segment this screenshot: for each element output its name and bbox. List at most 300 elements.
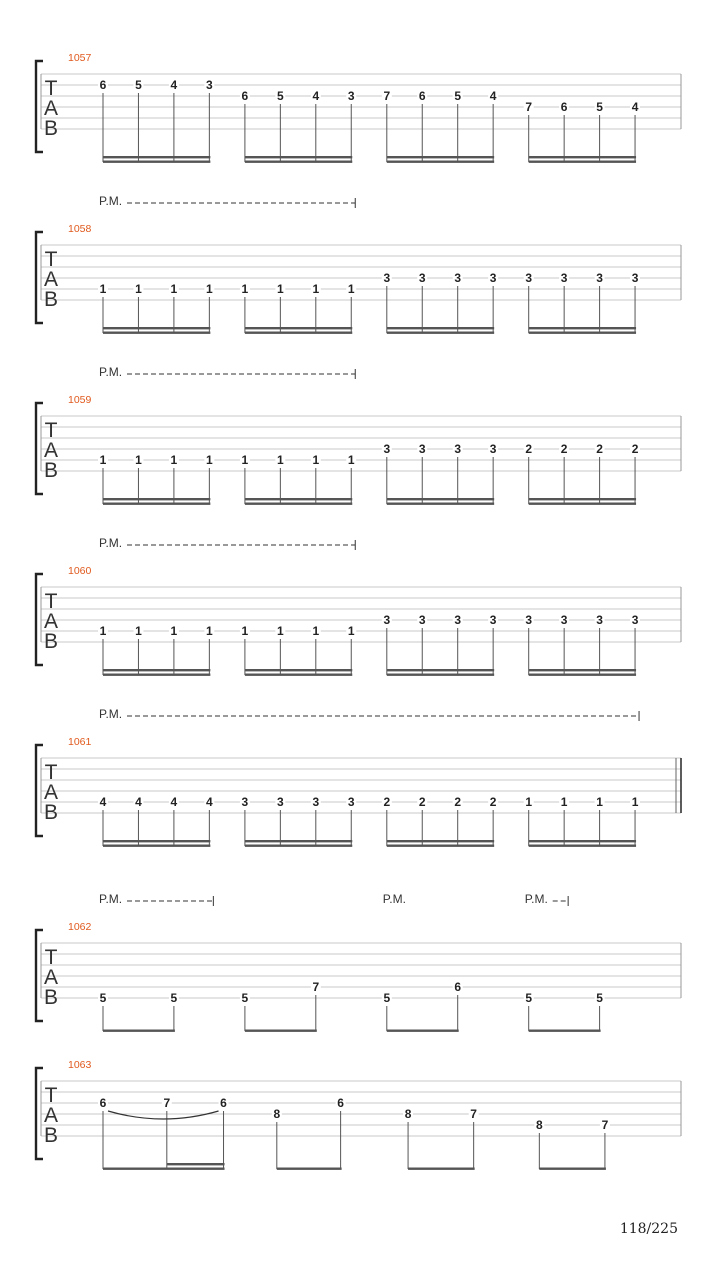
- beam-primary: [529, 498, 636, 500]
- tab-note: [272, 1107, 282, 1169]
- fret-number: 1: [277, 282, 284, 296]
- beam-secondary: [387, 503, 494, 505]
- tab-note: [204, 624, 214, 675]
- fret-number: 2: [596, 442, 603, 456]
- tab-note: [453, 442, 463, 504]
- fret-number: 3: [241, 795, 249, 809]
- fret-number: 1: [170, 453, 178, 467]
- beam-primary: [529, 156, 636, 158]
- fret-number: 3: [489, 442, 497, 456]
- tab-note: [133, 78, 143, 162]
- fret-number: 3: [631, 271, 639, 285]
- palm-mute-label: P.M.: [99, 892, 123, 906]
- fret-number: 5: [241, 991, 249, 1005]
- tab-clef-letter: A: [43, 97, 59, 120]
- fret-number: 1: [241, 453, 249, 467]
- tab-note: [382, 442, 392, 504]
- tab-note: [559, 613, 569, 675]
- fret-number: 4: [312, 89, 320, 103]
- fret-number: 1: [99, 453, 107, 467]
- fret-number: 5: [277, 89, 284, 103]
- fret-number: 3: [631, 613, 639, 627]
- tab-clef-letter: T: [44, 761, 58, 784]
- palm-mute-label: P.M.: [99, 707, 123, 721]
- beam-primary: [103, 156, 210, 158]
- beam-primary: [529, 1030, 601, 1032]
- fret-number: 1: [596, 795, 603, 809]
- tab-clef-letter: B: [43, 1124, 59, 1147]
- fret-number: 3: [206, 78, 213, 92]
- fret-number: 1: [170, 282, 178, 296]
- fret-number: 5: [596, 100, 603, 114]
- fret-number: 1: [560, 795, 568, 809]
- beam-secondary: [387, 674, 494, 676]
- tab-system: [36, 892, 681, 1032]
- tab-note: [240, 991, 250, 1031]
- beam-primary: [245, 156, 352, 158]
- tab-clef-letter: A: [43, 1104, 59, 1127]
- tab-note: [453, 89, 463, 162]
- tab-note: [169, 282, 179, 333]
- fret-number: 6: [560, 100, 568, 114]
- fret-number: 3: [454, 613, 462, 627]
- fret-number: 6: [99, 1096, 107, 1110]
- tab-note: [595, 100, 605, 162]
- palm-mute-marker: [99, 194, 355, 208]
- fret-number: 7: [163, 1096, 171, 1110]
- fret-number: 8: [404, 1107, 412, 1121]
- measure-number: 1059: [68, 394, 92, 406]
- fret-number: 3: [560, 613, 568, 627]
- tab-note: [453, 980, 463, 1031]
- measure-number: 1061: [68, 736, 92, 748]
- tab-note: [133, 795, 143, 846]
- fret-number: 6: [241, 89, 249, 103]
- tab-note: [382, 271, 392, 333]
- tab-clef-letter: A: [43, 439, 59, 462]
- fret-number: 1: [277, 453, 284, 467]
- tab-system: [36, 1059, 681, 1170]
- tab-note: [311, 624, 321, 675]
- beam-secondary: [245, 845, 352, 847]
- fret-number: 1: [135, 624, 142, 638]
- tab-note: [346, 89, 356, 162]
- fret-number: 6: [418, 89, 426, 103]
- fret-number: 1: [312, 624, 320, 638]
- fret-number: 4: [206, 795, 213, 809]
- beam-secondary: [529, 503, 636, 505]
- palm-mute-marker: [99, 707, 639, 721]
- tab-note: [204, 453, 214, 504]
- tab-note: [453, 613, 463, 675]
- beam-primary: [387, 669, 494, 671]
- tab-note: [595, 991, 605, 1031]
- tab-note: [204, 795, 214, 846]
- tab-note: [240, 795, 250, 846]
- tab-note: [240, 624, 250, 675]
- fret-number: 1: [206, 624, 213, 638]
- tab-note: [98, 453, 108, 504]
- tab-note: [346, 624, 356, 675]
- tab-note: [453, 795, 463, 846]
- tab-note: [382, 795, 392, 846]
- tab-note: [559, 271, 569, 333]
- tab-note: [559, 100, 569, 162]
- beam-primary: [529, 669, 636, 671]
- tab-note: [534, 1118, 544, 1169]
- tab-note: [169, 991, 179, 1031]
- beam-primary: [408, 1168, 475, 1170]
- tab-note: [346, 795, 356, 846]
- fret-number: 1: [99, 624, 107, 638]
- tab-note: [275, 453, 285, 504]
- fret-number: 1: [631, 795, 639, 809]
- tab-note: [469, 1107, 479, 1169]
- tab-note: [346, 282, 356, 333]
- beam-primary: [277, 1168, 342, 1170]
- beam-group: [103, 840, 636, 847]
- fret-number: 5: [596, 991, 603, 1005]
- fret-number: 1: [170, 624, 178, 638]
- beam-group: [103, 1111, 606, 1170]
- tab-system: [36, 536, 681, 676]
- tab-clef-letter: T: [44, 419, 58, 442]
- fret-number: 6: [99, 78, 107, 92]
- tab-note: [133, 282, 143, 333]
- tab-note: [311, 89, 321, 162]
- palm-mute-marker: [99, 536, 355, 550]
- fret-number: 7: [470, 1107, 477, 1121]
- tab-note: [162, 1096, 172, 1169]
- fret-number: 1: [135, 282, 142, 296]
- fret-number: 4: [489, 89, 497, 103]
- tab-note: [204, 282, 214, 333]
- beam-primary: [103, 498, 210, 500]
- fret-number: 3: [418, 271, 426, 285]
- beam-primary: [245, 669, 352, 671]
- fret-number: 4: [631, 100, 639, 114]
- tab-note: [98, 795, 108, 846]
- fret-number: 3: [418, 442, 426, 456]
- fret-number: 2: [631, 442, 639, 456]
- beam-group: [103, 498, 636, 505]
- fret-number: 3: [560, 271, 568, 285]
- tab-system: [36, 194, 681, 334]
- fret-number: 6: [454, 980, 462, 994]
- tab-system: [36, 365, 681, 505]
- tab-note: [240, 453, 250, 504]
- tab-clef-letter: A: [43, 268, 59, 291]
- fret-number: 5: [525, 991, 533, 1005]
- beam-group: [103, 327, 636, 334]
- beam-secondary: [245, 332, 352, 334]
- tab-note: [382, 89, 392, 162]
- tab-note: [524, 100, 534, 162]
- fret-number: 2: [418, 795, 426, 809]
- fret-number: 8: [535, 1118, 543, 1132]
- beam-secondary: [103, 503, 210, 505]
- measure-number: 1058: [68, 223, 92, 235]
- fret-number: 7: [525, 100, 533, 114]
- measure-number: 1060: [68, 565, 92, 577]
- tab-clef-letter: B: [43, 117, 59, 140]
- beam-secondary: [387, 845, 494, 847]
- beam-secondary: [103, 332, 210, 334]
- tab-note: [559, 442, 569, 504]
- beam-primary: [529, 327, 636, 329]
- beam-secondary: [103, 845, 210, 847]
- fret-number: 5: [99, 991, 107, 1005]
- tab-note: [524, 795, 534, 846]
- palm-mute-label: P.M.: [99, 536, 123, 550]
- beam-primary: [387, 840, 494, 842]
- tab-clef-letter: B: [43, 986, 59, 1009]
- tab-note: [311, 282, 321, 333]
- tab-note: [417, 795, 427, 846]
- tab-note: [559, 795, 569, 846]
- fret-number: 8: [273, 1107, 281, 1121]
- fret-number: 1: [241, 624, 249, 638]
- beam-primary: [103, 669, 210, 671]
- tab-note: [98, 1096, 108, 1169]
- fret-number: 7: [312, 980, 320, 994]
- fret-number: 1: [347, 453, 355, 467]
- tab-note: [488, 613, 498, 675]
- tab-clef-letter: B: [43, 801, 59, 824]
- tab-clef-letter: B: [43, 459, 59, 482]
- fret-number: 1: [525, 795, 533, 809]
- beam-primary: [245, 1030, 317, 1032]
- tab-note: [600, 1118, 610, 1169]
- fret-number: 3: [347, 89, 355, 103]
- fret-number: 3: [383, 271, 391, 285]
- tab-note: [595, 795, 605, 846]
- measure-number: 1063: [68, 1059, 92, 1071]
- fret-number: 6: [220, 1096, 227, 1110]
- tab-note: [275, 282, 285, 333]
- tab-note: [204, 78, 214, 162]
- tab-note: [169, 795, 179, 846]
- palm-mute-label: P.M.: [382, 892, 406, 906]
- slur-arc: [108, 1111, 219, 1119]
- fret-number: 2: [560, 442, 568, 456]
- tab-note: [219, 1096, 229, 1169]
- tab-note: [382, 613, 392, 675]
- beam-primary: [103, 840, 210, 842]
- tab-note: [524, 991, 534, 1031]
- tab-note: [595, 442, 605, 504]
- tab-note: [169, 453, 179, 504]
- tab-note: [417, 271, 427, 333]
- tab-note: [240, 282, 250, 333]
- tab-note: [453, 271, 463, 333]
- beam-primary: [387, 327, 494, 329]
- tab-system: [36, 52, 681, 163]
- fret-number: 3: [489, 613, 497, 627]
- tab-note: [133, 624, 143, 675]
- fret-number: 2: [454, 795, 462, 809]
- tab-note: [169, 624, 179, 675]
- fret-number: 3: [312, 795, 320, 809]
- tab-note: [98, 78, 108, 162]
- tab-note: [524, 271, 534, 333]
- fret-number: 1: [241, 282, 249, 296]
- tab-clef-letter: B: [43, 630, 59, 653]
- tab-clef-letter: A: [43, 610, 59, 633]
- tab-note: [524, 442, 534, 504]
- fret-number: 4: [170, 78, 178, 92]
- tab-note: [488, 795, 498, 846]
- tab-note: [595, 613, 605, 675]
- beam-secondary: [529, 674, 636, 676]
- fret-number: 1: [312, 453, 320, 467]
- tab-note: [275, 624, 285, 675]
- fret-number: 5: [170, 991, 178, 1005]
- beam-secondary: [245, 503, 352, 505]
- tab-note: [98, 991, 108, 1031]
- tab-note: [275, 89, 285, 162]
- tab-note: [275, 795, 285, 846]
- beam-primary: [103, 327, 210, 329]
- tab-clef-letter: A: [43, 966, 59, 989]
- fret-number: 3: [418, 613, 426, 627]
- fret-number: 7: [601, 1118, 609, 1132]
- tab-note: [630, 100, 640, 162]
- tab-note: [240, 89, 250, 162]
- beam-secondary: [529, 161, 636, 163]
- fret-number: 1: [347, 282, 355, 296]
- tab-note: [417, 89, 427, 162]
- fret-number: 4: [170, 795, 178, 809]
- beam-secondary: [245, 674, 352, 676]
- palm-mute-label: P.M.: [99, 194, 123, 208]
- beam-group: [103, 156, 636, 163]
- tab-note: [98, 282, 108, 333]
- beam-secondary: [529, 845, 636, 847]
- fret-number: 3: [383, 613, 391, 627]
- fret-number: 2: [383, 795, 391, 809]
- palm-mute-marker: [99, 365, 355, 379]
- fret-number: 6: [337, 1096, 344, 1110]
- tab-note: [133, 453, 143, 504]
- fret-number: 3: [454, 271, 462, 285]
- beam-primary: [387, 156, 494, 158]
- beam-primary: [245, 327, 352, 329]
- tab-clef-letter: T: [44, 77, 58, 100]
- tab-note: [311, 980, 321, 1031]
- fret-number: 2: [489, 795, 497, 809]
- fret-number: 5: [383, 991, 391, 1005]
- beam-secondary: [167, 1163, 225, 1165]
- tab-note: [382, 991, 392, 1031]
- beam-primary: [529, 840, 636, 842]
- tab-note: [336, 1096, 346, 1169]
- tab-clef-letter: T: [44, 946, 58, 969]
- beam-secondary: [387, 161, 494, 163]
- palm-mute-marker: [99, 892, 213, 906]
- beam-primary: [103, 1168, 225, 1170]
- tab-note: [524, 613, 534, 675]
- tab-clef-letter: T: [44, 590, 58, 613]
- fret-number: 3: [383, 442, 391, 456]
- fret-number: 2: [525, 442, 533, 456]
- tab-note: [630, 613, 640, 675]
- fret-number: 4: [135, 795, 142, 809]
- fret-number: 1: [206, 453, 213, 467]
- tab-note: [630, 271, 640, 333]
- palm-mute-marker: [525, 892, 568, 906]
- beam-primary: [387, 498, 494, 500]
- fret-number: 1: [347, 624, 355, 638]
- fret-number: 5: [454, 89, 462, 103]
- palm-mute-label: P.M.: [99, 365, 123, 379]
- beam-group: [103, 1030, 601, 1032]
- fret-number: 3: [596, 613, 603, 627]
- beam-secondary: [529, 332, 636, 334]
- palm-mute-label: P.M.: [524, 892, 548, 906]
- beam-secondary: [103, 161, 210, 163]
- fret-number: 7: [383, 89, 391, 103]
- fret-number: 3: [454, 442, 462, 456]
- beam-secondary: [103, 674, 210, 676]
- beam-secondary: [387, 332, 494, 334]
- tab-note: [169, 78, 179, 162]
- measure-number: 1062: [68, 921, 92, 933]
- fret-number: 1: [277, 624, 284, 638]
- fret-number: 1: [99, 282, 107, 296]
- fret-number: 3: [525, 271, 533, 285]
- beam-secondary: [245, 161, 352, 163]
- tab-note: [630, 442, 640, 504]
- tab-clef-letter: T: [44, 248, 58, 271]
- fret-number: 3: [277, 795, 284, 809]
- tab-system: [36, 707, 681, 847]
- tab-note: [417, 442, 427, 504]
- fret-number: 5: [135, 78, 142, 92]
- tab-note: [346, 453, 356, 504]
- fret-number: 1: [206, 282, 213, 296]
- tab-note: [417, 613, 427, 675]
- measure-number: 1057: [68, 52, 92, 64]
- tab-clef-letter: A: [43, 781, 59, 804]
- fret-number: 3: [596, 271, 603, 285]
- fret-number: 4: [99, 795, 107, 809]
- fret-number: 3: [489, 271, 497, 285]
- tab-clef-letter: T: [44, 1084, 58, 1107]
- fret-number: 3: [347, 795, 355, 809]
- tab-note: [595, 271, 605, 333]
- tab-note: [98, 624, 108, 675]
- tab-note: [311, 453, 321, 504]
- tab-clef-letter: B: [43, 288, 59, 311]
- tab-note: [488, 89, 498, 162]
- beam-primary: [245, 840, 352, 842]
- beam-primary: [103, 1030, 175, 1032]
- tab-note: [630, 795, 640, 846]
- tab-note: [403, 1107, 413, 1169]
- tab-note: [488, 271, 498, 333]
- fret-number: 1: [135, 453, 142, 467]
- beam-primary: [245, 498, 352, 500]
- tab-note: [488, 442, 498, 504]
- fret-number: 3: [525, 613, 533, 627]
- palm-mute-marker: [383, 892, 406, 906]
- beam-primary: [387, 1030, 459, 1032]
- tab-note: [311, 795, 321, 846]
- page-number: 118/225: [619, 1221, 678, 1237]
- beam-group: [103, 669, 636, 676]
- beam-primary: [539, 1168, 606, 1170]
